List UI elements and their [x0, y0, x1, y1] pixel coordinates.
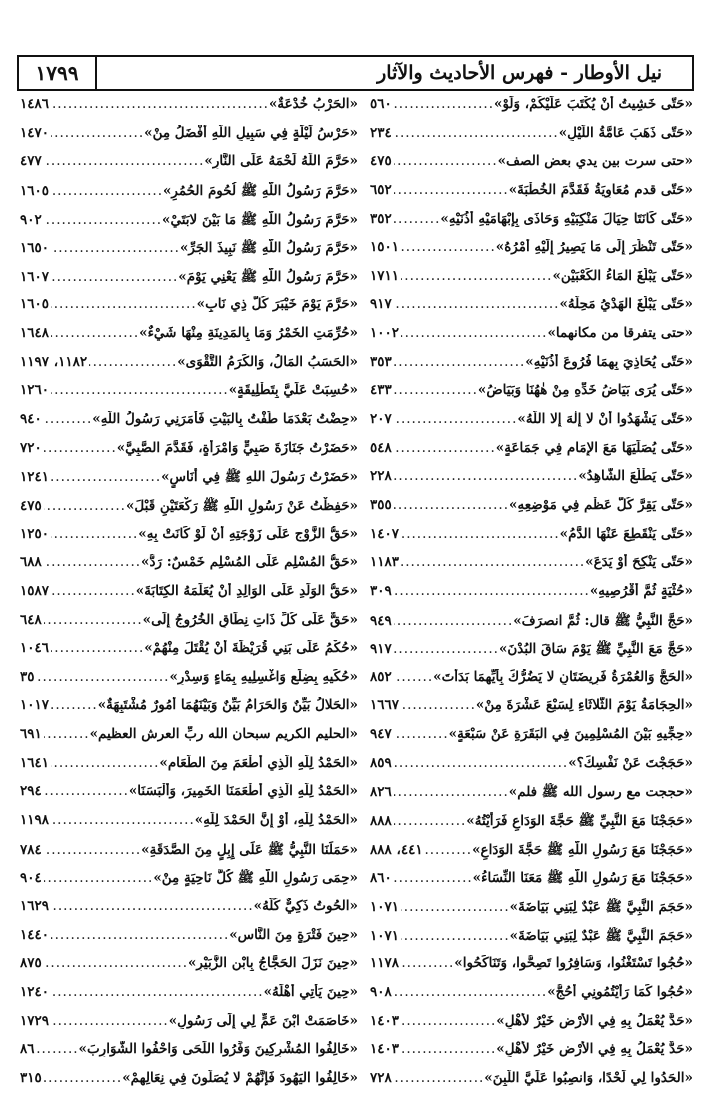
hadith-text: «الحليم الكريم سبحان الله ربِّ العرش العظيم» [89, 726, 358, 743]
hadith-text: «حَجَجْنَا مَعَ رَسُولِ اللَّهِ ﷺ حَجَّةَ الوَدَاعِ» [472, 841, 693, 858]
dot-leader [44, 411, 92, 427]
hadith-text: «حِينَ نَزَلَ الحَجَّاجُ بِابْنِ الزُّبَيْرِ» [187, 955, 358, 972]
page-reference: ١٤٠٣ [370, 1041, 400, 1058]
page-reference: ٩١٧ [370, 296, 392, 313]
dot-leader [394, 411, 518, 427]
hadith-text: «حَجَجْنَا مَعَ النَّبِيِّ ﷺ حَجَّةَ الوَدَاعِ فَرَأَيْتُهُ» [466, 813, 693, 830]
page-reference: ٤٣٣ [370, 382, 392, 399]
index-entry [20, 984, 358, 1010]
hadith-text: «الحَمْدُ لِلَّهِ، أَوْ إِنَّ الحَمْدَ لِلَّهِ» [194, 812, 358, 829]
index-entry [370, 669, 693, 695]
index-entry [370, 1041, 693, 1067]
index-entry [370, 783, 693, 809]
page-reference: ٣١٥ [20, 1069, 42, 1086]
dot-leader [44, 870, 154, 886]
page-reference: ١٢٤١ [20, 469, 50, 486]
hadith-text: «الحَمْدُ لِلَّهِ الَّذِي أَطْعَمَ مِنَ الطَّعَامِ» [159, 754, 358, 771]
dot-leader [401, 899, 510, 915]
index-entry [20, 726, 358, 752]
page-reference: ١٤٤٠ [20, 926, 50, 943]
index-entry [370, 841, 693, 867]
hadith-text: «حَرْسُ لَيْلَةٍ فِي سَبِيلِ اللَّهِ أَفْضَلُ مِنْ» [144, 124, 358, 141]
index-entry [20, 239, 358, 265]
hadith-text: «حُجُوا تَسْتَغْنُوا، وَسَافِرُوا تَصِحُّوا، وَتَنَاكَحُوا» [454, 955, 693, 972]
dot-leader [37, 1041, 79, 1057]
index-entry [20, 354, 358, 380]
hadith-text: «حَتّى تَنْظُرَ إِلَى مَا يَصِيرُ إِلَيْهِ أَمْرُهُ» [495, 239, 693, 256]
page-reference: ٦٩١ [20, 726, 42, 743]
page-reference: ٨٧٥ [20, 955, 42, 972]
index-entry [20, 211, 358, 237]
page-reference: ٢٩٤ [20, 783, 42, 800]
dot-leader [394, 583, 590, 599]
index-entry [20, 640, 358, 666]
page-reference: ٣٥٣ [370, 353, 392, 370]
index-entry [370, 640, 693, 666]
hadith-text: «حُكِّيهِ بِضِلَعٍ وَاغْسِلِيهِ بِمَاءٍ وَسِدْرٍ» [169, 668, 358, 685]
index-entry [370, 211, 693, 237]
dot-leader [401, 928, 510, 944]
hadith-text: «حَتّى يَنْكِحَ أَوْ يَدَعَ» [585, 554, 693, 571]
index-entry [20, 325, 358, 351]
hadith-text: «حَجَجْنَا مَعَ رَسُولِ اللَّهِ ﷺ مَعَنَا النِّسَاءُ» [472, 870, 693, 887]
dot-leader [394, 813, 467, 829]
page-reference: ٨٦٠ [370, 870, 392, 887]
page-reference: ١٥٠١ [370, 239, 400, 256]
hadith-text: «حَقٌّ عَلَى كُلِّ ذَاتِ نِطَاقٍ الخُرُوجُ إِلَى» [142, 611, 358, 628]
page-reference: ٣٥٢ [370, 210, 392, 227]
dot-leader [394, 1070, 485, 1086]
page-reference: ٧٨٤ [20, 841, 42, 858]
index-entry [20, 955, 358, 981]
dot-leader [44, 955, 188, 971]
dot-leader [401, 325, 547, 341]
dot-leader [401, 1013, 496, 1029]
dot-leader [394, 440, 496, 456]
dot-leader [51, 96, 269, 112]
dot-leader [44, 726, 90, 742]
hadith-text: «حُكْمُ عَلَى بَنِي قُرَيْظَةَ أَنْ يُقْتَلَ مِنْهُمْ» [144, 640, 358, 657]
page-number: ١٧٩٩ [19, 57, 97, 89]
page-reference: ٩٤٠ [20, 411, 42, 428]
dot-leader [401, 1041, 496, 1057]
hadith-text: «خَالِفُوا اليَهُودَ فَإِنَّهُمْ لا يُصَلُّونَ فِي نِعَالِهِمْ» [122, 1069, 358, 1086]
hadith-text: «حَمَلَنَا النَّبِيُّ ﷺ عَلَى إِبِلٍ مِنَ الصَّدَقَةِ» [141, 841, 358, 858]
dot-leader [394, 382, 478, 398]
page-reference: ٣٥ [20, 668, 35, 685]
dot-leader [51, 984, 264, 1000]
index-entry [370, 755, 693, 781]
left-index-column [20, 96, 358, 1096]
hadith-text: «حَرَّمَ رَسُولُ اللَّهِ ﷺ نَبِيذَ الجَرِّ» [179, 240, 358, 257]
index-entry [370, 296, 693, 322]
dot-leader [394, 613, 513, 629]
index-entry [370, 153, 693, 179]
page-reference: ٨٦ [20, 1041, 35, 1058]
page-reference: ١٢٤٠ [20, 983, 50, 1000]
dot-leader [401, 526, 560, 542]
index-entry [20, 411, 358, 437]
page-reference: ١٦٤١ [20, 754, 50, 771]
page-reference: ٥٦٠ [370, 96, 392, 112]
page-reference: ٢٠٧ [370, 411, 392, 428]
dot-leader [394, 755, 568, 771]
hadith-text: «الحَمْدُ لِلَّهِ الَّذِي أَطْعَمَنَا الخَمِيرَ، وَأَلْبَسَنَا» [128, 783, 358, 800]
page-reference: ١١٩٨ [20, 812, 50, 829]
index-entry [370, 354, 693, 380]
hadith-text: «الحَسَبُ المَالُ، وَالكَرَمُ التَّقْوَى» [177, 353, 358, 370]
dot-leader [51, 125, 144, 141]
index-entry [370, 526, 693, 552]
index-entry [20, 440, 358, 466]
index-entry [370, 898, 693, 924]
dot-leader [51, 583, 136, 599]
hadith-text: «حَجَمَ النَّبِيَّ ﷺ عَبْدٌ لِبَنِي بَيَاضَةَ» [509, 898, 693, 915]
index-entry [20, 125, 358, 151]
page-reference: ٧٢٠ [20, 439, 42, 456]
hadith-text: «حَرَّمَ اللَّهُ لَحْمَهُ عَلَى النَّارِ» [204, 153, 358, 170]
index-entry [370, 411, 693, 437]
page-reference: ٢٢٨ [370, 468, 392, 485]
dot-leader [394, 497, 509, 513]
page-reference: ١٦٠٥ [20, 182, 50, 199]
page-reference: ٥٤٨ [370, 439, 392, 456]
hadith-text: «الحِجَامَةُ يَوْمَ الثُّلاثَاءِ لِسَبْعَ عَشْرَةَ مِنْ» [475, 697, 693, 714]
hadith-text: «حَتّى يَطْلُعَ الشَّاهِدُ» [578, 468, 693, 485]
hadith-text: «حَرَّمَ رَسُولُ اللَّهِ ﷺ مَا بَيْنَ لابَتَيْ» [162, 211, 358, 228]
page-reference: ٦٥٢ [370, 181, 392, 198]
hadith-text: «حِجِّيهِ بَيْنَ المُسْلِمِينَ فِي البَقَرَةِ عَنْ سَبْعَةٍ» [448, 726, 693, 743]
page-reference: ١٦٤٨ [20, 325, 50, 342]
dot-leader [394, 870, 473, 886]
dot-leader [44, 554, 141, 570]
page-reference: ١٠٤٦ [20, 640, 50, 657]
dot-leader [394, 641, 499, 657]
page-reference: ١٠٧١ [370, 927, 400, 944]
hadith-text: «حُسِبَتْ عَلَيَّ بِتَطْلِيقَةٍ» [228, 382, 358, 399]
hadith-text: «حَقُّ الزَّوْجِ عَلَى زَوْجَتِهِ أَنْ لَوْ كَانَتْ بِهِ» [138, 525, 358, 542]
dot-leader [394, 96, 494, 112]
index-entry [20, 268, 358, 294]
dot-leader [394, 468, 579, 484]
index-entry [370, 612, 693, 638]
dot-leader [394, 211, 441, 227]
page-reference: ٦٤٨ [20, 611, 42, 628]
dot-leader [51, 240, 180, 256]
hadith-text: «حَقُّ المُسْلِمِ عَلَى المُسْلِمِ خَمْسٌ: رَدُّ» [141, 554, 358, 571]
dot-leader [89, 354, 177, 370]
index-entry [370, 268, 693, 294]
hadith-text: «حَتّى ذَهَبَ عَامَّةُ اللَّيْلِ» [558, 124, 693, 141]
page-reference: ١٤٠٣ [370, 1012, 400, 1029]
index-entry [20, 382, 358, 408]
page-reference: ٨٢٦ [370, 784, 392, 801]
page-reference: ٨٥٩ [370, 754, 392, 771]
hadith-text: «الحَدُوا لِي لَحْدًا، وَانصِبُوا عَلَيَّ اللَّبِنَ» [484, 1069, 693, 1086]
page-reference: ١٠١٧ [20, 697, 50, 714]
index-entry [20, 669, 358, 695]
page-reference: ٣٠٩ [370, 582, 392, 599]
index-entry [370, 697, 693, 723]
hadith-text: «حِينَ فَتْرَةٍ مِنَ النَّاسِ» [229, 926, 358, 943]
dot-leader [44, 612, 143, 628]
page-reference: ٤٧٧ [20, 153, 42, 170]
hadith-text: «حَتّى يَقِرَّ كُلُّ عَظْمٍ فِي مَوْضِعِهِ» [509, 496, 693, 513]
index-entry [370, 468, 693, 494]
dot-leader [37, 669, 170, 685]
dot-leader [51, 296, 197, 312]
hadith-text: «حَتّى يُرَى بَيَاضُ خَدِّهِ مِنْ هٰهُنَا وَبَيَاضُ» [477, 382, 693, 399]
hadith-text: «حِمَى رَسُولِ اللَّهِ ﷺ كُلَّ نَاحِيَةٍ مِنْ» [153, 870, 358, 887]
page-reference: ٩١٧ [370, 641, 392, 658]
hadith-text: «الحَرْبُ خُدْعَةٌ» [268, 96, 358, 112]
index-entry [370, 325, 693, 351]
index-entry [20, 1070, 358, 1096]
hadith-text: «الحُوتُ ذَكِيٌّ كُلُّهُ» [253, 897, 358, 914]
index-entry [370, 554, 693, 580]
index-entry [370, 1013, 693, 1039]
dot-leader [51, 755, 159, 771]
hadith-text: «حَتّى يُحَاذِيَ بِهِمَا فُرُوعَ أُذُنَيْهِ» [525, 353, 693, 370]
page-reference: ٤٧٥ [20, 497, 42, 514]
index-entry [370, 125, 693, 151]
index-entry [20, 182, 358, 208]
dot-leader [51, 325, 139, 341]
page-reference: ١٦٢٩ [20, 897, 50, 914]
hadith-text: «حَتّى خَشِيتُ أَنْ يُكْتَبَ عَلَيْكُمْ، وَلَوْ» [494, 96, 693, 112]
hadith-text: «الحَجُّ وَالعُمْرَةُ فَرِيضَتَانِ لا يَضُرُّكَ بِأَيِّهِمَا بَدَأْتَ» [433, 668, 693, 685]
hadith-text: «الحَلالُ بَيِّنٌ وَالحَرَامُ بَيِّنٌ وَبَيْنَهُمَا أُمُورٌ مُشْتَبِهَةٌ» [97, 697, 358, 714]
page-reference: ١٧١١ [370, 267, 400, 284]
page-reference: ١٠٧١ [370, 898, 400, 915]
page-reference: ٩٠٨ [370, 983, 392, 1000]
page-reference: ١٦٥٠ [20, 240, 50, 257]
page-reference: ١٢٦٠ [20, 382, 50, 399]
index-entry [20, 898, 358, 924]
dot-leader [401, 554, 585, 570]
index-entry [20, 583, 358, 609]
hadith-text: «حَرَّمَ رَسُولُ اللَّهِ ﷺ يَعْنِي يَوْمَ» [178, 268, 358, 285]
page-reference: ٤٧٥ [370, 153, 392, 170]
index-entry [370, 182, 693, 208]
index-entry [370, 927, 693, 953]
hadith-text: «حتى يتفرقا من مكانهما» [547, 325, 693, 342]
dot-leader [44, 440, 117, 456]
index-entry [20, 153, 358, 179]
dot-leader [44, 498, 126, 514]
index-entry [20, 697, 358, 723]
index-entry [370, 96, 693, 122]
page-header [17, 55, 694, 91]
hadith-text: «حَرَّمَ يَوْمَ خَيْبَرَ كُلَّ ذِي نَابٍ» [196, 296, 358, 313]
page-reference: ١١٧٨ [370, 955, 400, 972]
hadith-text: «حِينَ يَأْتِي أَهْلَهُ» [263, 983, 358, 1000]
hadith-text: «حَتّى يَشْهَدُوا أَنْ لا إِلٰهَ إِلا اللَّهُ» [517, 411, 693, 428]
dot-leader [51, 469, 161, 485]
dot-leader [394, 182, 509, 198]
page-reference: ٩٤٩ [370, 612, 392, 629]
index-entry [20, 468, 358, 494]
index-entry [20, 1041, 358, 1067]
hadith-text: «حَدٌّ يُعْمَلُ بِهِ فِي الأَرْضِ خَيْرٌ لأَهْلِ» [496, 1012, 693, 1029]
hadith-text: «حَتّى يَبْلُغَ الهَدْيُ مَحِلَّهُ» [559, 296, 693, 313]
index-entry [20, 1013, 358, 1039]
hadith-text: «حَتّى كَانَتَا حِيَالَ مَنْكِبَيْهِ وَحَاذَى بِإِبْهَامَيْهِ أُذُنَيْهِ» [440, 210, 693, 227]
page-reference: ١٥٨٧ [20, 582, 50, 599]
hadith-text: «حَجَمَ النَّبِيَّ ﷺ عَبْدٌ لِبَنِي بَيَاضَةَ» [509, 927, 693, 944]
hadith-text: «حَجَجْتَ عَنْ نَفْسِكَ؟» [568, 754, 693, 771]
index-entry [20, 869, 358, 895]
index-entry [370, 497, 693, 523]
dot-leader [401, 239, 496, 255]
index-entry [20, 554, 358, 580]
index-entry [20, 812, 358, 838]
dot-leader [51, 269, 178, 285]
hadith-text: «حِضْتُ بَعْدَمَا طُفْتُ بِالبَيْتِ فَأَمَرَنِي رَسُولُ اللَّهِ» [92, 411, 358, 428]
hadith-text: «حَفِظْتُ عَنْ رَسُولِ اللَّهِ ﷺ رَكْعَتَيْنِ قَبْلَ» [125, 497, 358, 514]
dot-leader [401, 697, 476, 713]
page-reference: ١٢٥٠ [20, 525, 50, 542]
index-entry [20, 526, 358, 552]
page-reference: ٣٥٥ [370, 496, 392, 513]
index-entry [370, 726, 693, 752]
dot-leader [44, 1070, 122, 1086]
running-title: نيل الأوطار - فهرس الأحاديث والآثار [377, 62, 662, 84]
index-entry [20, 96, 358, 122]
hadith-text: «حَقُّ الوَلَدِ عَلَى الوَالِدِ أَنْ يُعَلِّمَهُ الكِتَابَةَ» [135, 582, 358, 599]
index-entry [370, 583, 693, 609]
page-reference: ٤٤١، ٨٨٨ [370, 841, 423, 858]
hadith-text: «حتى سرت بين يدي بعض الصف» [497, 153, 693, 170]
dot-leader [51, 1013, 169, 1029]
index-entry [370, 1070, 693, 1096]
hadith-text: «حُرِّمَتِ الخَمْرُ وَمَا بِالمَدِينَةِ مِنْهَا شَيْءٌ» [139, 325, 358, 342]
page-reference: ٢٣٤ [370, 124, 392, 141]
hadith-text: «حُثْيَةٍ ثُمَّ أَقْرُصِيهِ» [589, 582, 693, 599]
index-entry [370, 239, 693, 265]
hadith-text: «خَالِفُوا المُشْرِكِينَ وَفِّرُوا اللِّحَى وَاحْفُوا الشَّوَارِبَ» [78, 1041, 358, 1058]
page-reference: ١٦٠٥ [20, 296, 50, 313]
page-reference: ١٠٠٢ [370, 325, 400, 342]
hadith-text: «حُجُوا كَمَا رَأَيْتُمُونِي أَحُجُّ» [547, 983, 693, 1000]
index-entry [20, 927, 358, 953]
dot-leader [51, 697, 98, 713]
page-reference: ١٧٢٩ [20, 1012, 50, 1029]
page-reference: ١١٨٣ [370, 554, 400, 571]
dot-leader [44, 212, 162, 228]
dot-leader [394, 784, 509, 800]
hadith-text: «حَضَرْتُ جَنَازَةَ صَبِيٍّ وَامْرَأَةٍ، فَقَدَّمَ الصَّبِيَّ» [116, 439, 358, 456]
index-entry [20, 783, 358, 809]
dot-leader [51, 812, 195, 828]
index-entry [370, 869, 693, 895]
page-reference: ١٤٠٧ [370, 525, 400, 542]
dot-leader [394, 669, 433, 685]
index-entry [370, 955, 693, 981]
dot-leader [394, 153, 498, 169]
hadith-text: «حَتّى يَنْقَطِعَ عَنْهَا الدَّمُ» [559, 525, 693, 542]
index-entry [20, 296, 358, 322]
index-entry [20, 497, 358, 523]
index-entry [370, 382, 693, 408]
page-reference: ٧٢٨ [370, 1069, 392, 1086]
dot-leader [401, 955, 454, 971]
dot-leader [394, 726, 449, 742]
dot-leader [44, 153, 205, 169]
page-reference: ٨٥٢ [370, 668, 392, 685]
page-reference: ٩٤٧ [370, 726, 392, 743]
dot-leader [425, 842, 473, 858]
hadith-text: «حَتّى يَبْلُغَ المَاءُ الكَعْبَيْنِ» [552, 267, 693, 284]
page-reference: ١٤٨٦ [20, 96, 50, 112]
page-reference: ٦٨٨ [20, 554, 42, 571]
dot-leader [51, 898, 254, 914]
index-entry [20, 612, 358, 638]
dot-leader [51, 927, 229, 943]
page-reference: ١١٨٢، ١١٩٧ [20, 353, 88, 370]
hadith-text: «حَتّى يُصَلِّيَهَا مَعَ الإِمَامِ فِي جَمَاعَةٍ» [495, 439, 693, 456]
dot-leader [51, 382, 229, 398]
dot-leader [51, 526, 138, 542]
hadith-text: «حَرَّمَ رَسُولُ اللَّهِ ﷺ لُحُومَ الحُمُرِ» [162, 182, 358, 199]
index-entry [370, 984, 693, 1010]
hadith-text: «حَضَرْتُ رَسُولَ اللهِ ﷺ فِي أُنَاسٍ» [161, 469, 358, 486]
page-reference: ٨٨٨ [370, 813, 392, 830]
dot-leader [394, 296, 560, 312]
dot-leader [44, 783, 129, 799]
dot-leader [394, 984, 547, 1000]
hadith-text: «حَدٌّ يُعْمَلُ بِهِ فِي الأَرْضِ خَيْرٌ لأَهْلِ» [496, 1041, 693, 1058]
index-entry [370, 440, 693, 466]
index-entry [20, 841, 358, 867]
index-entry [370, 812, 693, 838]
dot-leader [44, 842, 141, 858]
page-reference: ١٦٦٧ [370, 697, 400, 714]
dot-leader [394, 125, 559, 141]
page-reference: ٩٠٢ [20, 211, 42, 228]
hadith-text: «حَجَّ مَعَ النَّبِيِّ ﷺ يَوْمَ سَاقَ البُدْنَ» [498, 641, 693, 658]
hadith-text: «حججت مع رسول الله ﷺ فلم» [508, 784, 693, 801]
hadith-text: «خَاصَمَتْ ابْنَ عَمٍّ لِي إِلَى رَسُولِ» [168, 1012, 358, 1029]
dot-leader [401, 268, 552, 284]
page-reference: ٩٠٤ [20, 870, 42, 887]
dot-leader [394, 354, 526, 370]
page-reference: ١٦٠٧ [20, 268, 50, 285]
right-index-column [370, 96, 693, 1096]
hadith-text: «حَتّى قدم مُعَاوِيَةُ فَقَدَّمَ الخُطْبَةَ» [508, 181, 693, 198]
page-reference: ١٤٧٠ [20, 124, 50, 141]
dot-leader [51, 183, 163, 199]
index-entry [20, 755, 358, 781]
dot-leader [51, 640, 144, 656]
hadith-text: «حَجَّ النَّبِيُّ ﷺ قال: ثُمَّ انصرَفَ» [513, 612, 693, 629]
